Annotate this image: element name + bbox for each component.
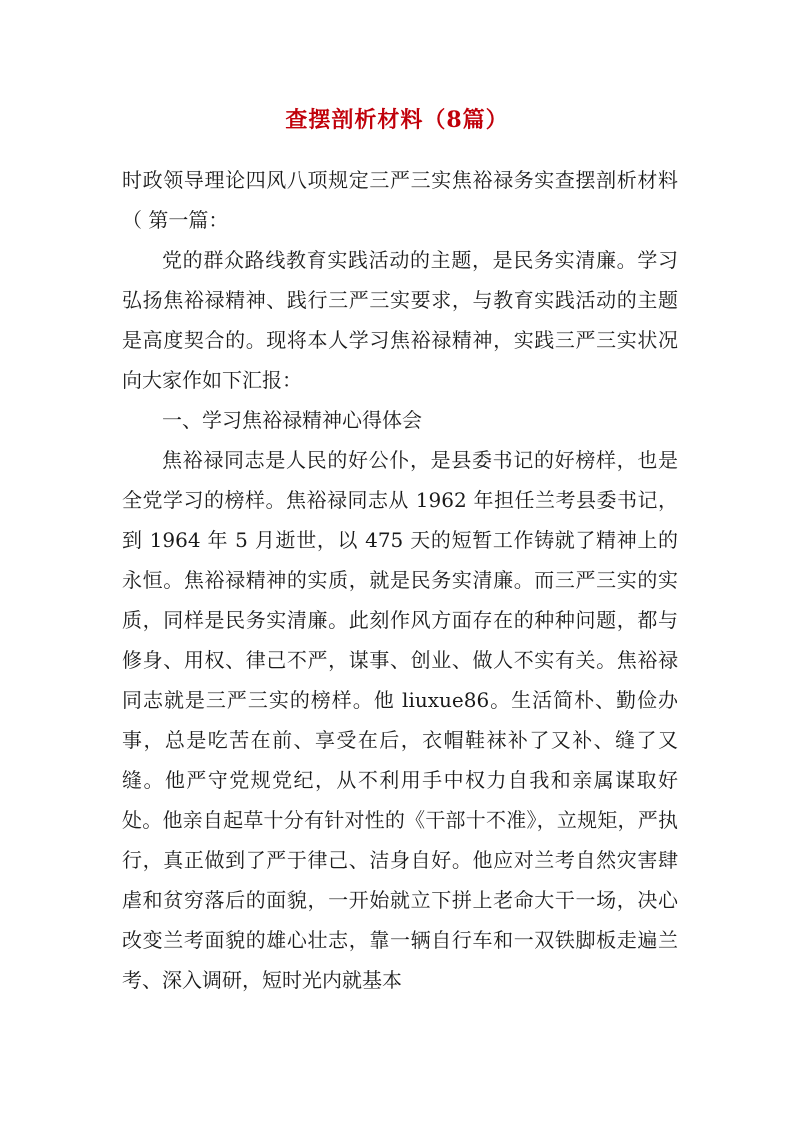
paragraph-body: 焦裕禄同志是人民的好公仆，是县委书记的好榜样，也是全党学习的榜样。焦裕禄同志从 1962 年担任兰考县委书记，到 1964 年 5 月逝世，以 475 天的短暂工作铸就了精神上的永恒。焦裕禄精神的实质，就是民务实清廉。而三严三实的实质，同样是民务实清廉。此刻作风方面存在的种种问题，都与修身、用权、律己不严，谋事、创业、做人不实有关。焦裕禄同志就是三严三实的榜样。他 liuxue86。生活简朴、勤俭办事，总是吃苦在前、享受在后，衣帽鞋袜补了又补、缝了又缝。他严守党规党纪，从不利用手中权力自我和亲属谋取好处。他亲自起草十分有针对性的《干部十不准》，立规矩，严执行，真正做到了严于律己、洁身自好。他应对兰考自然灾害肆虐和贫穷落后的面貌，一开始就立下拼上老命大干一场，决心改变兰考面貌的雄心壮志，靠一辆自行车和一双铁脚板走遍兰考、深入调研，短时光内就基本 — [122, 448, 678, 992]
paragraph-intro: 党的群众路线教育实践活动的主题，是民务实清廉。学习弘扬焦裕禄精神、践行三严三实要求，与教育实践活动的主题是高度契合的。现将本人学习焦裕禄精神，实践三严三实状况向大家作如下汇报： — [122, 248, 678, 392]
section-heading: 时政领导理论四风八项规定三严三实焦裕禄务实查摆剖析材料（ 第一篇： — [122, 168, 678, 232]
document-body — [122, 160, 678, 1000]
document-title: 查摆剖析材料（8篇） — [285, 107, 509, 133]
paragraph-subheading: 一、学习焦裕禄精神心得体会 — [162, 408, 422, 432]
